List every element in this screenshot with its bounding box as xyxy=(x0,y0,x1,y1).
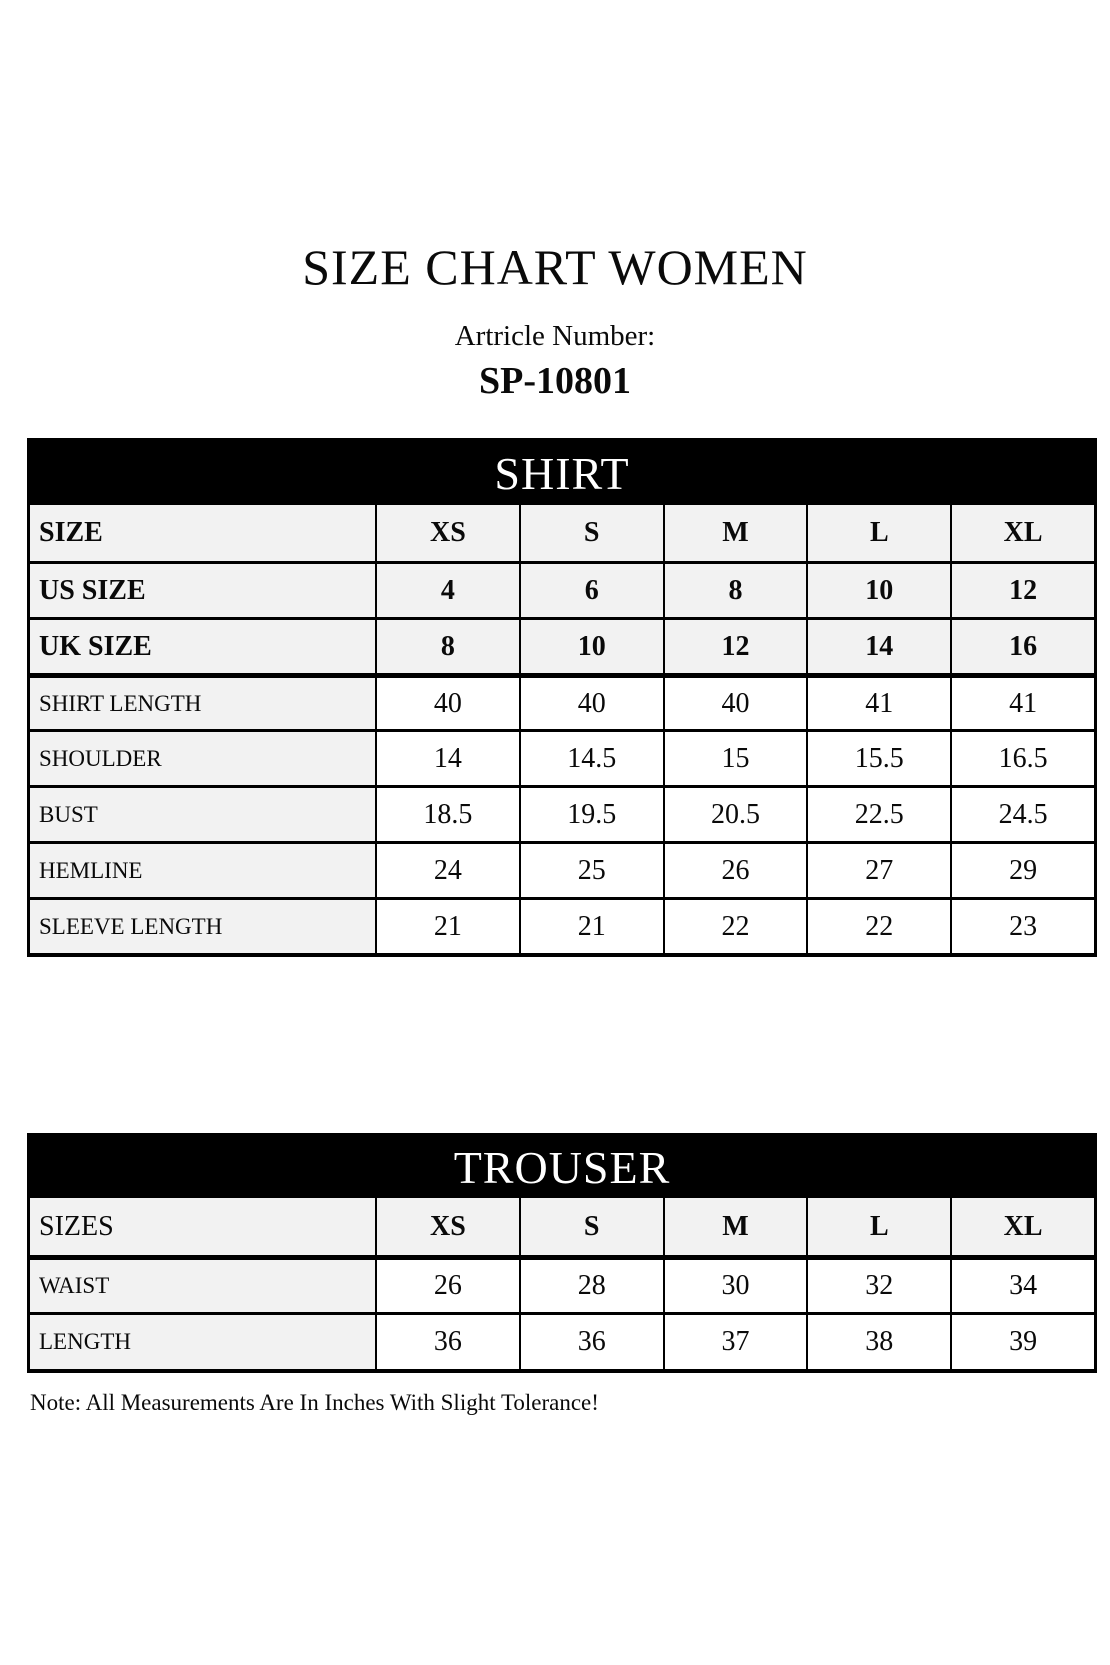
size-cell-s: S xyxy=(519,1198,663,1255)
size-cell-xl: XL xyxy=(950,505,1094,561)
measure-cell-l: 22 xyxy=(806,900,950,953)
size-cell-s: 10 xyxy=(519,620,663,673)
size-cell-l: L xyxy=(806,505,950,561)
size-cell-m: M xyxy=(663,1198,807,1255)
measure-cell-xs: 14 xyxy=(375,732,519,785)
row-label: US SIZE xyxy=(30,564,375,617)
size-cell-xs: XS xyxy=(375,505,519,561)
row-label: WAIST xyxy=(30,1260,375,1312)
measure-cell-xl: 16.5 xyxy=(950,732,1094,785)
size-cell-s: S xyxy=(519,505,663,561)
measure-cell-xs: 26 xyxy=(375,1260,519,1312)
table-row-sizes xyxy=(30,1198,1094,1255)
measure-cell-m: 20.5 xyxy=(663,788,807,841)
table-row-size xyxy=(30,505,1094,561)
measure-cell-m: 40 xyxy=(663,678,807,729)
table-row-uk-size xyxy=(30,617,1094,673)
table-row-waist xyxy=(30,1255,1094,1312)
size-cell-xl: 16 xyxy=(950,620,1094,673)
measure-cell-xl: 39 xyxy=(950,1315,1094,1369)
measure-cell-l: 22.5 xyxy=(806,788,950,841)
table-row-sleeve-length xyxy=(30,897,1094,953)
row-label: SHIRT LENGTH xyxy=(30,678,375,729)
measure-cell-xs: 40 xyxy=(375,678,519,729)
measure-cell-xl: 41 xyxy=(950,678,1094,729)
size-cell-s: 6 xyxy=(519,564,663,617)
size-cell-xl: XL xyxy=(950,1198,1094,1255)
measure-cell-l: 15.5 xyxy=(806,732,950,785)
size-cell-l: 10 xyxy=(806,564,950,617)
measure-cell-m: 22 xyxy=(663,900,807,953)
measure-cell-s: 36 xyxy=(519,1315,663,1369)
row-label: HEMLINE xyxy=(30,844,375,897)
measure-cell-xs: 18.5 xyxy=(375,788,519,841)
table-row-shirt-length xyxy=(30,673,1094,729)
row-label: LENGTH xyxy=(30,1315,375,1369)
size-cell-m: M xyxy=(663,505,807,561)
trouser-size-table xyxy=(27,1133,1097,1373)
measure-cell-m: 37 xyxy=(663,1315,807,1369)
measure-cell-m: 15 xyxy=(663,732,807,785)
measure-cell-xl: 24.5 xyxy=(950,788,1094,841)
measure-cell-s: 28 xyxy=(519,1260,663,1312)
measure-cell-m: 26 xyxy=(663,844,807,897)
row-label: SIZES xyxy=(30,1198,375,1255)
measure-cell-xl: 29 xyxy=(950,844,1094,897)
size-cell-m: 12 xyxy=(663,620,807,673)
measure-cell-xs: 24 xyxy=(375,844,519,897)
row-label: SHOULDER xyxy=(30,732,375,785)
measure-cell-s: 25 xyxy=(519,844,663,897)
article-number-value: SP-10801 xyxy=(479,360,631,402)
page-title: SIZE CHART WOMEN xyxy=(302,239,808,295)
size-cell-l: 14 xyxy=(806,620,950,673)
shirt-size-table xyxy=(27,438,1097,957)
measure-cell-l: 32 xyxy=(806,1260,950,1312)
article-number-label: Artricle Number: xyxy=(454,320,656,352)
measure-cell-l: 38 xyxy=(806,1315,950,1369)
measure-cell-s: 19.5 xyxy=(519,788,663,841)
measure-cell-l: 41 xyxy=(806,678,950,729)
measure-cell-xl: 34 xyxy=(950,1260,1094,1312)
size-cell-m: 8 xyxy=(663,564,807,617)
row-label: SIZE xyxy=(30,505,375,561)
measure-cell-s: 40 xyxy=(519,678,663,729)
row-label: SLEEVE LENGTH xyxy=(30,900,375,953)
measure-cell-s: 14.5 xyxy=(519,732,663,785)
measure-cell-s: 21 xyxy=(519,900,663,953)
size-cell-xs: 4 xyxy=(375,564,519,617)
table-row-hemline xyxy=(30,841,1094,897)
measure-cell-m: 30 xyxy=(663,1260,807,1312)
size-cell-xs: 8 xyxy=(375,620,519,673)
table-row-bust xyxy=(30,785,1094,841)
trouser-table-title: TROUSER xyxy=(30,1136,1094,1198)
shirt-table-title: SHIRT xyxy=(30,441,1094,505)
size-cell-xs: XS xyxy=(375,1198,519,1255)
row-label: BUST xyxy=(30,788,375,841)
measure-cell-xl: 23 xyxy=(950,900,1094,953)
measure-cell-l: 27 xyxy=(806,844,950,897)
measure-cell-xs: 21 xyxy=(375,900,519,953)
size-cell-l: L xyxy=(806,1198,950,1255)
row-label: UK SIZE xyxy=(30,620,375,673)
table-row-us-size xyxy=(30,561,1094,617)
table-row-length xyxy=(30,1312,1094,1369)
size-cell-xl: 12 xyxy=(950,564,1094,617)
measurement-note: Note: All Measurements Are In Inches With Slight Tolerance! xyxy=(30,1390,599,1415)
measure-cell-xs: 36 xyxy=(375,1315,519,1369)
table-row-shoulder xyxy=(30,729,1094,785)
